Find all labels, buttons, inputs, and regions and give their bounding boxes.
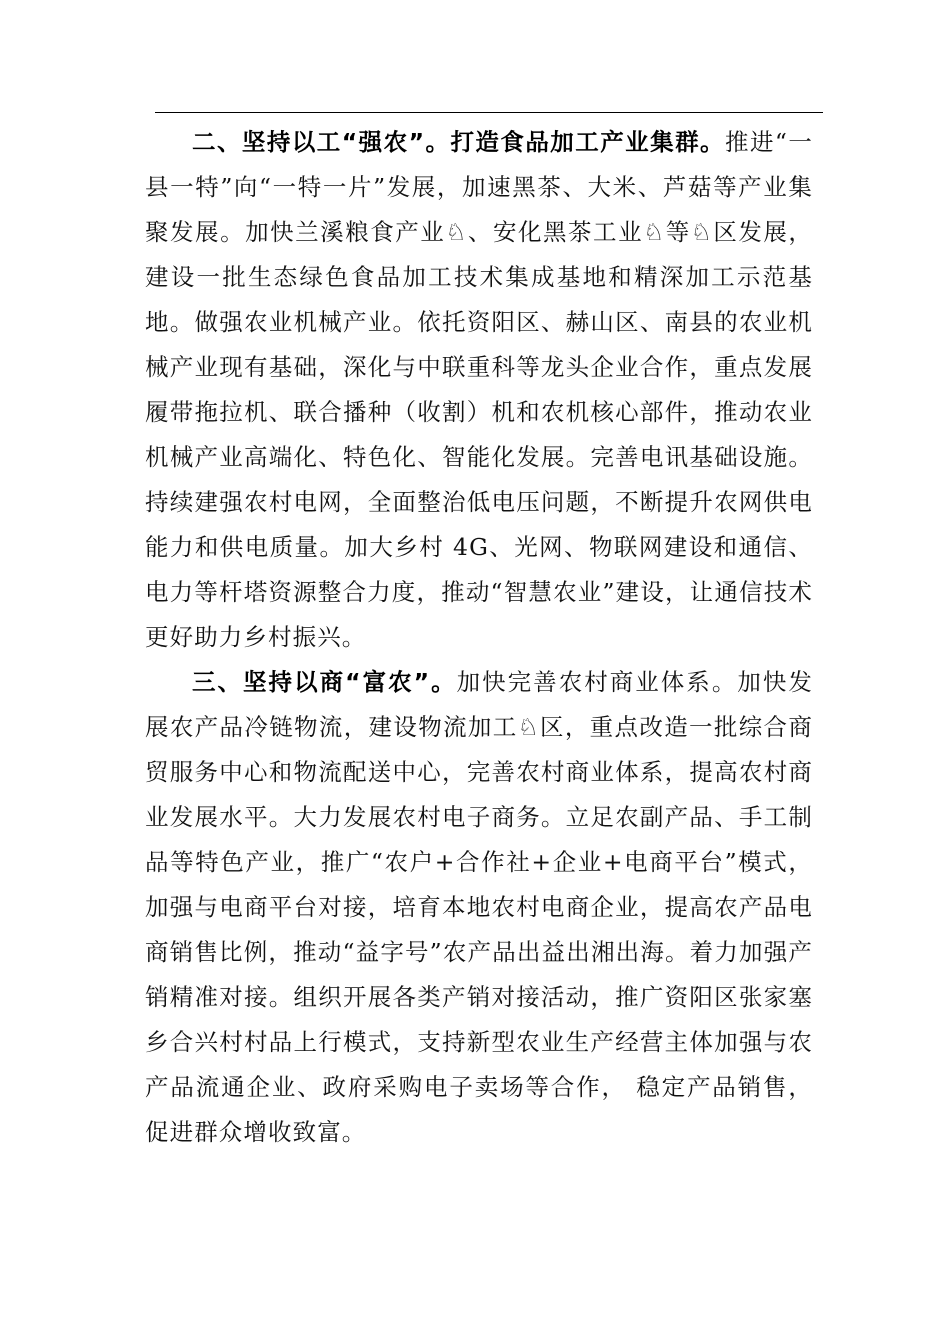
paragraph-industry — [145, 120, 813, 660]
paragraph-commerce — [145, 660, 813, 1155]
header-rule — [155, 112, 823, 113]
body-text — [145, 120, 813, 1155]
paragraph-heading: 二、坚持以工“强农”。打造食品加工产业集群。 — [192, 128, 725, 156]
paragraph-text: 加快完善农村商业体系。加快发展农产品冷链物流，建设物流加工♘区，重点改造一批综合商贸服务中心和物流配送中心，完善农村商业体系，提高农村商业发展水平。大力发展农村电子商务。立足农副产品、手工制品等特色产业，推广“农户+合作社+企业+电商平台”模式，加强与电商平台对接，培育本地农村电商企业，提高农产品电商销售比例，推动“益字号”农产品出益出湘出海。着力加强产销精准对接。组织开展各类产销对接活动，推广资阳区张家塞乡合兴村村品上行模式，支持新型农业生产经营主体加强与农产品流通企业、政府采购电子卖场等合作， 稳定产品销售，促进群众增收致富。 — [145, 668, 813, 1146]
paragraph-heading: 三、坚持以商“富农”。 — [192, 668, 457, 696]
paragraph-text: 推进“一县一特”向“一特一片”发展，加速黑茶、大米、芦菇等产业集聚发展。加快兰溪粮食产业♘、安化黑茶工业♘等♘区发展，建设一批生态绿色食品加工技术集成基地和精深加工示范基地。做强农业机械产业。依托资阳区、赫山区、南县的农业机械产业现有基础，深化与中联重科等龙头企业合作，重点发展履带拖拉机、联合播种（收割）机和农机核心部件，推动农业机械产业高端化、特色化、智能化发展。完善电讯基础设施。持续建强农村电网，全面整治低电压问题，不断提升农网供电能力和供电质量。加大乡村 4G、光网、物联网建设和通信、电力等杆塔资源整合力度，推动“智慧农业”建设，让通信技术更好助力乡村振兴。 — [145, 128, 813, 651]
